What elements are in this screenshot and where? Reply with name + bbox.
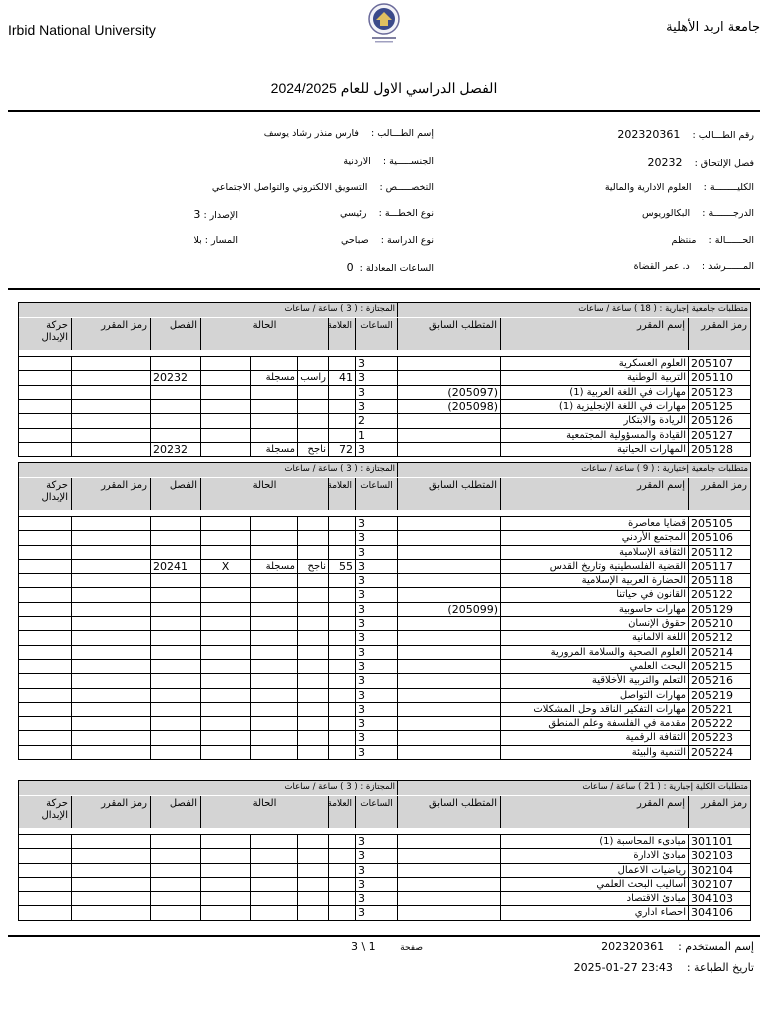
cell-hours: 3 [355, 631, 397, 645]
admit-term-field: فصل الإلتحاق : 20232 [647, 156, 754, 169]
cell-name: البحث العلمي [500, 660, 688, 674]
cell-hours: 1 [355, 429, 397, 443]
print-date-field: تاريخ الطباعة : 23:43 27-01-2025 [573, 961, 754, 974]
cell-name: مهارات التواصل [500, 689, 688, 703]
cell-name: مهارات التفكير الناقد وحل المشكلات [500, 703, 688, 717]
cell-code: 205224 [688, 746, 750, 760]
cell-term: 20241 [150, 560, 200, 574]
university-name-ar: جامعة اربد الأهلية [666, 20, 760, 35]
column-header-code: رمز المقرر [688, 796, 750, 828]
section-passed-hours: المجتازة : ( 3 ) ساعة / ساعات [284, 304, 395, 314]
cell-hours: 3 [355, 674, 397, 688]
cell-prereq: (205098) [397, 400, 500, 414]
cell-mark: 72 [328, 443, 355, 457]
cell-name: مهارات حاسوبية [500, 603, 688, 617]
cell-hours: 3 [355, 400, 397, 414]
cell-code: 205107 [688, 357, 750, 371]
cell-code: 205128 [688, 443, 750, 457]
major-field: التخصـــــص : التسويق الالكتروني والتواصل الاجتماعي [211, 182, 434, 193]
cell-code: 205219 [688, 689, 750, 703]
cell-name: حقوق الإنسان [500, 617, 688, 631]
column-header-name: إسم المقرر [500, 796, 688, 828]
column-header-alt-move: حركة الإبدال [18, 478, 71, 510]
column-header-prereq: المتطلب السابق [397, 318, 500, 350]
cell-code: 205118 [688, 574, 750, 588]
column-header-state: الحالة [200, 318, 328, 350]
cell-name: التعلم والتربية الأخلاقية [500, 674, 688, 688]
column-header-name: إسم المقرر [500, 318, 688, 350]
cell-hours: 3 [355, 574, 397, 588]
cell-grade: ناجح [297, 443, 328, 457]
cell-mark: 55 [328, 560, 355, 574]
cell-name: القانون في حياتنا [500, 588, 688, 602]
section-required-hours: متطلبات جامعية إختيارية : ( 9 ) ساعة / ساعات [581, 464, 748, 474]
nationality-field: الجنســـــية : الاردنية [343, 156, 434, 167]
cell-code: 302107 [688, 878, 750, 892]
cell-hours: 3 [355, 588, 397, 602]
student-name-field: إسم الطـــالب : فارس منذر رشاد يوسف [263, 128, 434, 139]
cell-code: 302103 [688, 849, 750, 863]
section-table-frame [18, 302, 751, 457]
column-header-prereq: المتطلب السابق [397, 478, 500, 510]
cell-hours: 3 [355, 546, 397, 560]
cell-name: مقدمة في الفلسفة وعلم المنطق [500, 717, 688, 731]
student-status-field: الحــــــالة : منتظم [671, 235, 754, 246]
cell-hours: 3 [355, 357, 397, 371]
university-name-en: Irbid National University [8, 22, 156, 38]
degree-field: الدرجـــــــة : البكالوريوس [642, 208, 754, 219]
cell-name: الثقافة الإسلامية [500, 546, 688, 560]
cell-code: 205126 [688, 414, 750, 428]
cell-hours: 3 [355, 386, 397, 400]
column-header-code: رمز المقرر [688, 318, 750, 350]
cell-hours: 3 [355, 746, 397, 760]
cell-code: 205129 [688, 603, 750, 617]
study-type-field: نوع الدراسة : صباحي [341, 235, 434, 246]
cell-name: المجتمع الأردني [500, 531, 688, 545]
cell-mark: 41 [328, 371, 355, 385]
cell-code: 205210 [688, 617, 750, 631]
cell-state: مسجلة [250, 371, 297, 385]
cell-name: القيادة والمسؤولية المجتمعية [500, 429, 688, 443]
cell-grade: راسب [297, 371, 328, 385]
cell-x: X [200, 560, 250, 574]
student-id-field: رقم الطـــالب : 202320361 [617, 128, 754, 141]
cell-code: 205125 [688, 400, 750, 414]
column-header-hours: الساعات [355, 478, 397, 510]
cell-name: مهارات في اللغة الإنجليزية (1) [500, 400, 688, 414]
cell-name: مهارات في اللغة العربية (1) [500, 386, 688, 400]
section-passed-hours: المجتازة : ( 3 ) ساعة / ساعات [284, 464, 395, 474]
plan-type-field: نوع الخطـــة : رئيسي [340, 208, 434, 219]
footer-divider [8, 935, 760, 937]
advisor-field: المــــــرشد : د. عمر القضاة [633, 261, 754, 272]
version-field: الإصدار : 3 [193, 208, 238, 221]
cell-hours: 3 [355, 531, 397, 545]
cell-code: 205110 [688, 371, 750, 385]
cell-hours: 3 [355, 892, 397, 906]
cell-code: 205216 [688, 674, 750, 688]
cell-name: المهارات الحياتية [500, 443, 688, 457]
section-required-hours: متطلبات الكلية إجبارية : ( 21 ) ساعة / ساعات [582, 782, 748, 792]
cell-name: التربية الوطنية [500, 371, 688, 385]
cell-name: القضية الفلسطينية وتاريخ القدس [500, 560, 688, 574]
cell-code: 205214 [688, 646, 750, 660]
cell-name: الريادة والابتكار [500, 414, 688, 428]
section-required-hours: متطلبات جامعية إجبارية : ( 18 ) ساعة / ساعات [578, 304, 748, 314]
cell-hours: 3 [355, 617, 397, 631]
column-header-alt-code: رمز المقرر [71, 796, 150, 828]
header-divider [8, 110, 760, 112]
track-field: المسار : بلا [193, 235, 238, 246]
cell-hours: 3 [355, 878, 397, 892]
cell-code: 301101 [688, 835, 750, 849]
cell-code: 205127 [688, 429, 750, 443]
cell-term: 20232 [150, 371, 200, 385]
column-header-code: رمز المقرر [688, 478, 750, 510]
section-table-frame [18, 462, 751, 760]
cell-code: 205122 [688, 588, 750, 602]
cell-code: 205117 [688, 560, 750, 574]
cell-hours: 3 [355, 371, 397, 385]
cell-name: الثقافة الرقمية [500, 731, 688, 745]
cell-code: 205223 [688, 731, 750, 745]
column-header-state: الحالة [200, 478, 328, 510]
cell-hours: 3 [355, 443, 397, 457]
cell-prereq: (205099) [397, 603, 500, 617]
cell-state: مسجلة [250, 560, 297, 574]
cell-hours: 3 [355, 660, 397, 674]
cell-code: 302104 [688, 864, 750, 878]
cell-code: 205112 [688, 546, 750, 560]
section-table-frame [18, 780, 751, 921]
cell-code: 304106 [688, 906, 750, 920]
column-header-term: الفصل [150, 796, 200, 828]
cell-grade: ناجح [297, 560, 328, 574]
column-header-term: الفصل [150, 318, 200, 350]
cell-state: مسجلة [250, 443, 297, 457]
column-header-alt-move: حركة الإبدال [18, 318, 71, 350]
cell-code: 205221 [688, 703, 750, 717]
column-header-name: إسم المقرر [500, 478, 688, 510]
cell-hours: 3 [355, 646, 397, 660]
column-header-mark: العلامة [328, 478, 355, 510]
cell-hours: 3 [355, 603, 397, 617]
info-divider [8, 288, 760, 290]
cell-code: 205105 [688, 517, 750, 531]
cell-name: اللغة الالمانية [500, 631, 688, 645]
column-header-alt-move: حركة الإبدال [18, 796, 71, 828]
column-header-hours: الساعات [355, 796, 397, 828]
column-header-hours: الساعات [355, 318, 397, 350]
university-logo [366, 2, 402, 48]
semester-title: الفصل الدراسي الاول للعام 2024/2025 [270, 80, 498, 96]
cell-hours: 3 [355, 835, 397, 849]
cell-name: مبادئ الاقتصاد [500, 892, 688, 906]
cell-code: 205123 [688, 386, 750, 400]
equivalent-hours-field: الساعات المعادلة : 0 [346, 261, 434, 274]
cell-code: 304103 [688, 892, 750, 906]
cell-hours: 3 [355, 689, 397, 703]
cell-prereq: (205097) [397, 386, 500, 400]
cell-hours: 3 [355, 849, 397, 863]
cell-term: 20232 [150, 443, 200, 457]
column-header-state: الحالة [200, 796, 328, 828]
username-field: إسم المستخدم : 202320361 [601, 940, 754, 953]
cell-code: 205106 [688, 531, 750, 545]
cell-code: 205215 [688, 660, 750, 674]
cell-name: رياضيات الاعمال [500, 864, 688, 878]
cell-name: الحضارة العربية الإسلامية [500, 574, 688, 588]
cell-hours: 3 [355, 703, 397, 717]
cell-name: التنمية والبيئة [500, 746, 688, 760]
column-header-alt-code: رمز المقرر [71, 318, 150, 350]
column-header-mark: العلامة [328, 796, 355, 828]
cell-code: 205212 [688, 631, 750, 645]
column-header-term: الفصل [150, 478, 200, 510]
column-header-prereq: المتطلب السابق [397, 796, 500, 828]
cell-hours: 3 [355, 560, 397, 574]
section-passed-hours: المجتازة : ( 3 ) ساعة / ساعات [284, 782, 395, 792]
cell-hours: 2 [355, 414, 397, 428]
college-field: الكليــــــــة : العلوم الادارية والمالية [604, 182, 754, 193]
column-header-alt-code: رمز المقرر [71, 478, 150, 510]
cell-hours: 3 [355, 864, 397, 878]
cell-hours: 3 [355, 517, 397, 531]
cell-name: مبادئ الادارة [500, 849, 688, 863]
column-header-mark: العلامة [328, 318, 355, 350]
cell-hours: 3 [355, 731, 397, 745]
cell-name: أساليب البحث العلمي [500, 878, 688, 892]
cell-name: العلوم الصحية والسلامة المرورية [500, 646, 688, 660]
cell-hours: 3 [355, 717, 397, 731]
cell-name: قضايا معاصرة [500, 517, 688, 531]
cell-name: احصاء اداري [500, 906, 688, 920]
cell-name: العلوم العسكرية [500, 357, 688, 371]
cell-hours: 3 [355, 906, 397, 920]
page-number: صفحة 1 \ 3 [350, 940, 423, 953]
cell-name: مبادىء المحاسبة (1) [500, 835, 688, 849]
cell-code: 205222 [688, 717, 750, 731]
